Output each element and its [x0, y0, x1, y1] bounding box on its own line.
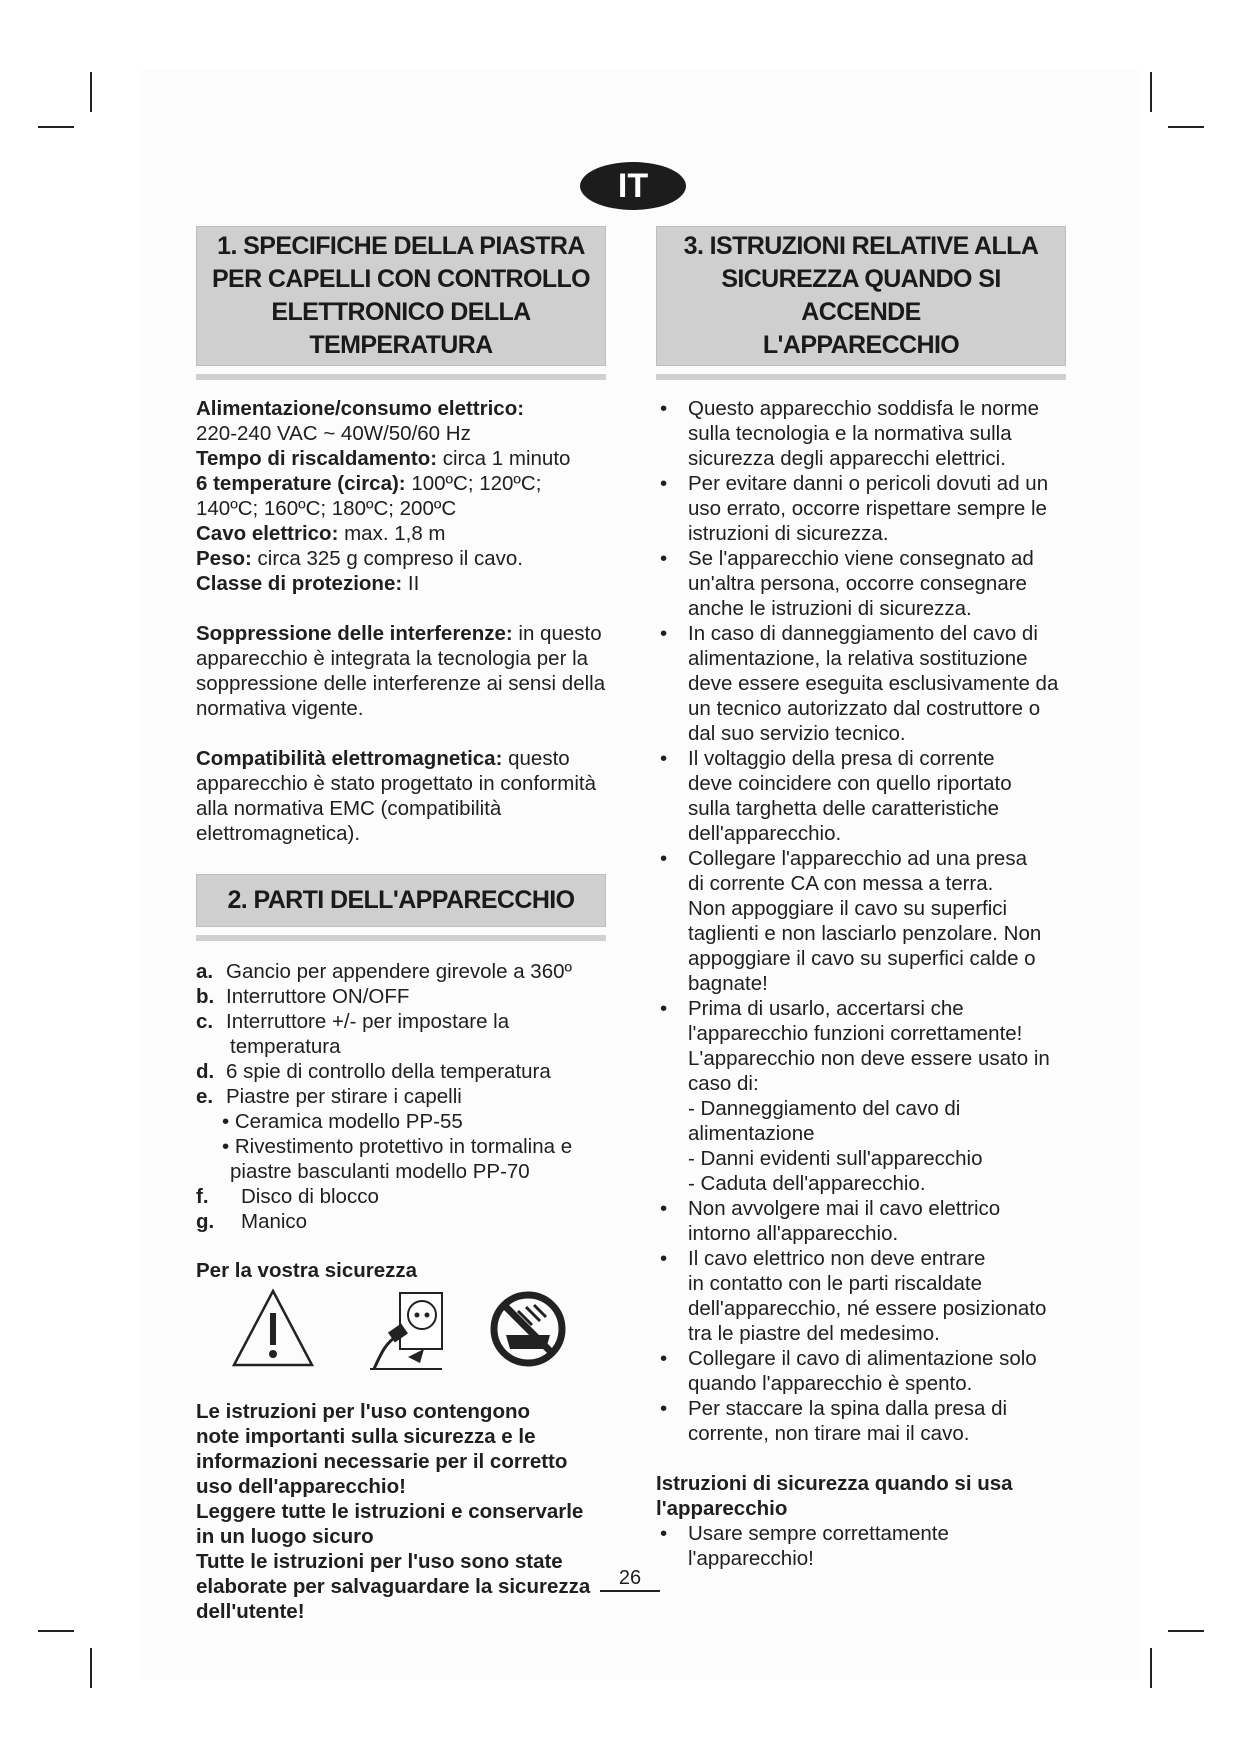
use-heading-line: l'apparecchio: [656, 1497, 788, 1520]
use-heading: [656, 1471, 1066, 1521]
interference-paragraph: [196, 621, 606, 721]
list-item: [656, 471, 1066, 546]
bullet-line: un tecnico autorizzato dal costruttore o: [688, 697, 1041, 720]
left-column: [196, 226, 606, 1624]
power-label: Alimentazione/consumo elettrico:: [196, 397, 525, 420]
bullet-line: deve coincidere con quello riportato: [688, 772, 1012, 795]
specifications: [196, 396, 606, 596]
unplug-icon: [368, 1291, 444, 1371]
bullet-line: L'apparecchio non deve essere usato in: [688, 1047, 1050, 1070]
bullet-line: istruzioni di sicurezza.: [688, 522, 889, 545]
safety-bullet-list: [656, 396, 1066, 1446]
bullet-line: dal suo servizio tecnico.: [688, 722, 906, 745]
section-1-title-line: 1. SPECIFICHE DELLA PIASTRA: [217, 232, 585, 260]
bullet-line: dell'apparecchio.: [688, 822, 842, 845]
paragraph-line: apparecchio è stato progettato in conformità: [196, 772, 596, 795]
heat-label: Tempo di riscaldamento:: [196, 447, 438, 470]
bullet-line: quando l'apparecchio è spento.: [688, 1372, 973, 1395]
page-number: 26: [600, 1566, 660, 1592]
list-item: e. Piastre per stirare i capelli: [196, 1085, 462, 1108]
paragraph-line: soppressione delle interferenze ai sensi della: [196, 672, 606, 695]
temps-label: 6 temperature (circa):: [196, 472, 406, 495]
paragraph-line: questo: [502, 747, 570, 770]
bullet-line: • Collegare l'apparecchio ad una presa: [688, 847, 1027, 870]
warning-icon: [230, 1287, 316, 1369]
list-item: [656, 1196, 1066, 1246]
crop-mark: [1150, 1648, 1152, 1688]
note-line: informazioni necessarie per il corretto: [196, 1450, 568, 1473]
section-rule: [196, 374, 606, 380]
list-item: b. Interruttore ON/OFF: [196, 985, 410, 1008]
section-1-title: [196, 226, 606, 366]
note-line: Leggere tutte le istruzioni e conservarle: [196, 1500, 584, 1523]
bullet-line: • Collegare il cavo di alimentazione solo: [688, 1347, 1037, 1370]
crop-mark: [1168, 1630, 1204, 1632]
note-line: dell'utente!: [196, 1600, 305, 1623]
bullet-line: • Prima di usarlo, accertarsi che: [688, 997, 964, 1020]
list-item: [656, 396, 1066, 471]
bullet-line: appoggiare il cavo su superfici calde o: [688, 947, 1036, 970]
bullet-line: • Il voltaggio della presa di corrente: [688, 747, 995, 770]
bullet-line: • Se l'apparecchio viene consegnato ad: [688, 547, 1034, 570]
safety-heading: Per la vostra sicurezza: [196, 1259, 418, 1282]
list-item: g. Manico: [196, 1210, 308, 1233]
weight-value: circa 325 g compreso il cavo.: [251, 547, 524, 570]
temps-value: 140ºC; 160ºC; 180ºC; 200ºC: [196, 497, 457, 520]
bullet-line: taglienti e non lasciarlo penzolare. Non: [688, 922, 1042, 945]
bullet-line: l'apparecchio!: [688, 1547, 814, 1570]
bullet-line: sicurezza degli apparecchi elettrici.: [688, 447, 1006, 470]
bullet-line: bagnate!: [688, 972, 768, 995]
bullet-line: alimentazione: [688, 1122, 815, 1145]
bullet-line: - Caduta dell'apparecchio.: [688, 1172, 926, 1195]
bullet-line: • Usare sempre correttamente: [688, 1522, 949, 1545]
note-line: uso dell'apparecchio!: [196, 1475, 406, 1498]
cable-value: max. 1,8 m: [338, 522, 446, 545]
language-badge: IT: [580, 162, 686, 210]
bullet-line: dell'apparecchio, né essere posizionato: [688, 1297, 1047, 1320]
bullet-line: corrente, non tirare mai il cavo.: [688, 1422, 970, 1445]
safety-icons: [196, 1287, 606, 1377]
section-3-title: [656, 226, 1066, 366]
emc-paragraph: [196, 746, 606, 846]
section-1-title-line: PER CAPELLI CON CONTROLLO: [211, 265, 591, 293]
bullet-line: caso di:: [688, 1072, 759, 1095]
use-bullet-list: [656, 1521, 1066, 1571]
cable-label: Cavo elettrico:: [196, 522, 339, 545]
note-line: elaborate per salvaguardare la sicurezza: [196, 1575, 591, 1598]
class-label: Classe di protezione:: [196, 572, 403, 595]
list-item: a. Gancio per appendere girevole a 360º: [196, 960, 572, 983]
list-item: d. 6 spie di controllo della temperatura: [196, 1060, 551, 1083]
class-value: II: [402, 572, 420, 595]
paragraph-line: in questo: [512, 622, 602, 645]
section-3-title-line: 3. ISTRUZIONI RELATIVE ALLA: [683, 232, 1039, 260]
bullet-line: l'apparecchio funzioni correttamente!: [688, 1022, 1023, 1045]
use-heading-line: Istruzioni di sicurezza quando si usa: [656, 1472, 1013, 1495]
no-water-icon: [488, 1289, 568, 1369]
emc-label: Compatibilità elettromagnetica:: [196, 747, 503, 770]
list-item: [656, 546, 1066, 621]
paragraph-line: elettromagnetica).: [196, 822, 361, 845]
weight-label: Peso:: [196, 547, 252, 570]
bullet-line: - Danneggiamento del cavo di: [688, 1097, 961, 1120]
bullet-line: un'altra persona, occorre consegnare: [688, 572, 1027, 595]
crop-mark: [90, 1648, 92, 1688]
list-item: temperatura: [230, 1035, 341, 1058]
list-item: c. Interruttore +/- per impostare la: [196, 1010, 510, 1033]
list-item: [656, 1346, 1066, 1396]
list-item: [656, 1246, 1066, 1346]
bullet-line: tra le piastre del medesimo.: [688, 1322, 940, 1345]
bullet-line: sulla tecnologia e la normativa sulla: [688, 422, 1012, 445]
paragraph-line: normativa vigente.: [196, 697, 364, 720]
safety-notes: [196, 1399, 606, 1624]
bullet-line: anche le istruzioni di sicurezza.: [688, 597, 972, 620]
bullet-line: • Questo apparecchio soddisfa le norme: [688, 397, 1039, 420]
bullet-line: • Il cavo elettrico non deve entrare: [688, 1247, 986, 1270]
parts-list: [196, 959, 606, 1234]
interference-label: Soppressione delle interferenze:: [196, 622, 513, 645]
section-rule: [196, 935, 606, 941]
bullet-line: - Danni evidenti sull'apparecchio: [688, 1147, 983, 1170]
section-1-title-line: ELETTRONICO DELLA TEMPERATURA: [271, 298, 531, 359]
crop-mark: [1168, 126, 1204, 128]
note-line: in un luogo sicuro: [196, 1525, 374, 1548]
bullet-line: in contatto con le parti riscaldate: [688, 1272, 982, 1295]
crop-mark: [1150, 72, 1152, 112]
bullet-line: • Per staccare la spina dalla presa di: [688, 1397, 1008, 1420]
bullet-line: uso errato, occorre rispettare sempre le: [688, 497, 1047, 520]
list-item: piastre basculanti modello PP-70: [230, 1160, 530, 1183]
crop-mark: [90, 72, 92, 112]
list-item: [656, 846, 1066, 996]
list-item: [656, 746, 1066, 846]
section-2-title: [196, 874, 606, 927]
list-item: [656, 996, 1066, 1196]
power-value: 220-240 VAC ~ 40W/50/60 Hz: [196, 422, 471, 445]
note-line: Tutte le istruzioni per l'uso sono state: [196, 1550, 563, 1573]
list-item: [656, 1521, 1066, 1571]
bullet-line: deve essere eseguita esclusivamente da: [688, 672, 1059, 695]
list-item: [656, 1396, 1066, 1446]
bullet-line: sulla targhetta delle caratteristiche: [688, 797, 1000, 820]
list-item: [656, 621, 1066, 746]
section-2-title-text: 2. PARTI DELL'APPARECCHIO: [227, 886, 575, 914]
section-3-title-line: SICUREZZA QUANDO SI ACCENDE: [721, 265, 1001, 326]
paragraph-line: apparecchio è integrata la tecnologia per la: [196, 647, 589, 670]
bullet-line: Non appoggiare il cavo su superfici: [688, 897, 1008, 920]
bullet-line: • In caso di danneggiamento del cavo di: [688, 622, 1038, 645]
heat-value: circa 1 minuto: [437, 447, 571, 470]
section-3-title-line: L'APPARECCHIO: [762, 331, 960, 359]
note-line: note importanti sulla sicurezza e le: [196, 1425, 536, 1448]
bullet-line: intorno all'apparecchio.: [688, 1222, 899, 1245]
crop-mark: [38, 1630, 74, 1632]
temps-value: 100ºC; 120ºC;: [405, 472, 542, 495]
bullet-line: di corrente CA con messa a terra.: [688, 872, 994, 895]
list-item: • Rivestimento protettivo in tormalina e: [222, 1135, 573, 1158]
bullet-line: • Per evitare danni o pericoli dovuti ad un: [688, 472, 1049, 495]
bullet-line: • Non avvolgere mai il cavo elettrico: [688, 1197, 1001, 1220]
right-column: [656, 226, 1066, 1571]
list-item: • Ceramica modello PP-55: [222, 1110, 463, 1133]
bullet-line: alimentazione, la relativa sostituzione: [688, 647, 1028, 670]
list-item: f. Disco di blocco: [196, 1185, 379, 1208]
section-rule: [656, 374, 1066, 380]
paragraph-line: alla normativa EMC (compatibilità: [196, 797, 502, 820]
note-line: Le istruzioni per l'uso contengono: [196, 1400, 531, 1423]
crop-mark: [38, 126, 74, 128]
